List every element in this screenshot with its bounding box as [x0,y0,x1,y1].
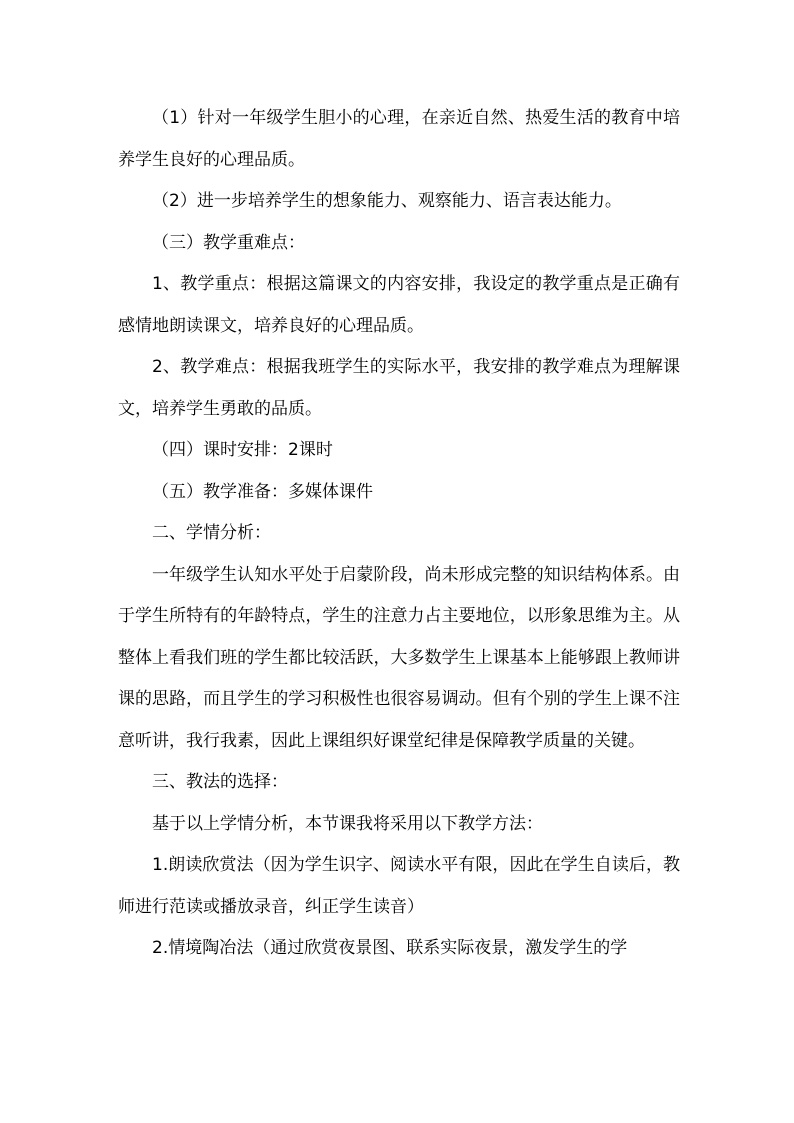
paragraph-method-reading: 1.朗读欣赏法（因为学生识字、阅读水平有限，因此在学生自读后，教师进行范读或播放录音，纠正学生读音） [118,855,680,917]
paragraph-goal-2: （2）进一步培养学生的想象能力、观察能力、语言表达能力。 [152,191,622,211]
heading-student-analysis: 二、学情分析： [152,523,271,543]
paragraph-key-point: 1、教学重点：根据这篇课文的内容安排，我设定的教学重点是正确有感情地朗读课文，培养良好的心理品质。 [118,274,680,336]
heading-key-difficult-points: （三）教学重难点： [152,232,305,253]
heading-teaching-methods: 三、教法的选择： [152,772,288,792]
paragraph-class-hours: （四）课时安排：2课时 [152,440,333,460]
paragraph-methods-intro: 基于以上学情分析，本节课我将采用以下教学方法： [152,813,543,834]
paragraph-method-situation: 2.情境陶冶法（通过欣赏夜景图、联系实际夜景，激发学生的学 [152,938,628,958]
paragraph-difficult-point: 2、教学难点：根据我班学生的实际水平，我安排的教学难点为理解课文，培养学生勇敢的品质。 [118,357,680,419]
paragraph-preparation: （五）教学准备：多媒体课件 [152,481,373,502]
paragraph-student-analysis: 一年级学生认知水平处于启蒙阶段，尚未形成完整的知识结构体系。由于学生所特有的年龄特点，学生的注意力占主要地位，以形象思维为主。从整体上看我们班的学生都比较活跃，大多数学生上课基本上能够跟上教师讲课的思路，而且学生的学习积极性也很容易调动。但有个别的学生上课不注意听讲，我行我素，因此上课组织好课堂纪律是保障教学质量的关键。 [118,564,680,751]
paragraph-goal-1: （1）针对一年级学生胆小的心理，在亲近自然、热爱生活的教育中培养学生良好的心理品质。 [118,108,680,170]
document-body [118,98,680,970]
